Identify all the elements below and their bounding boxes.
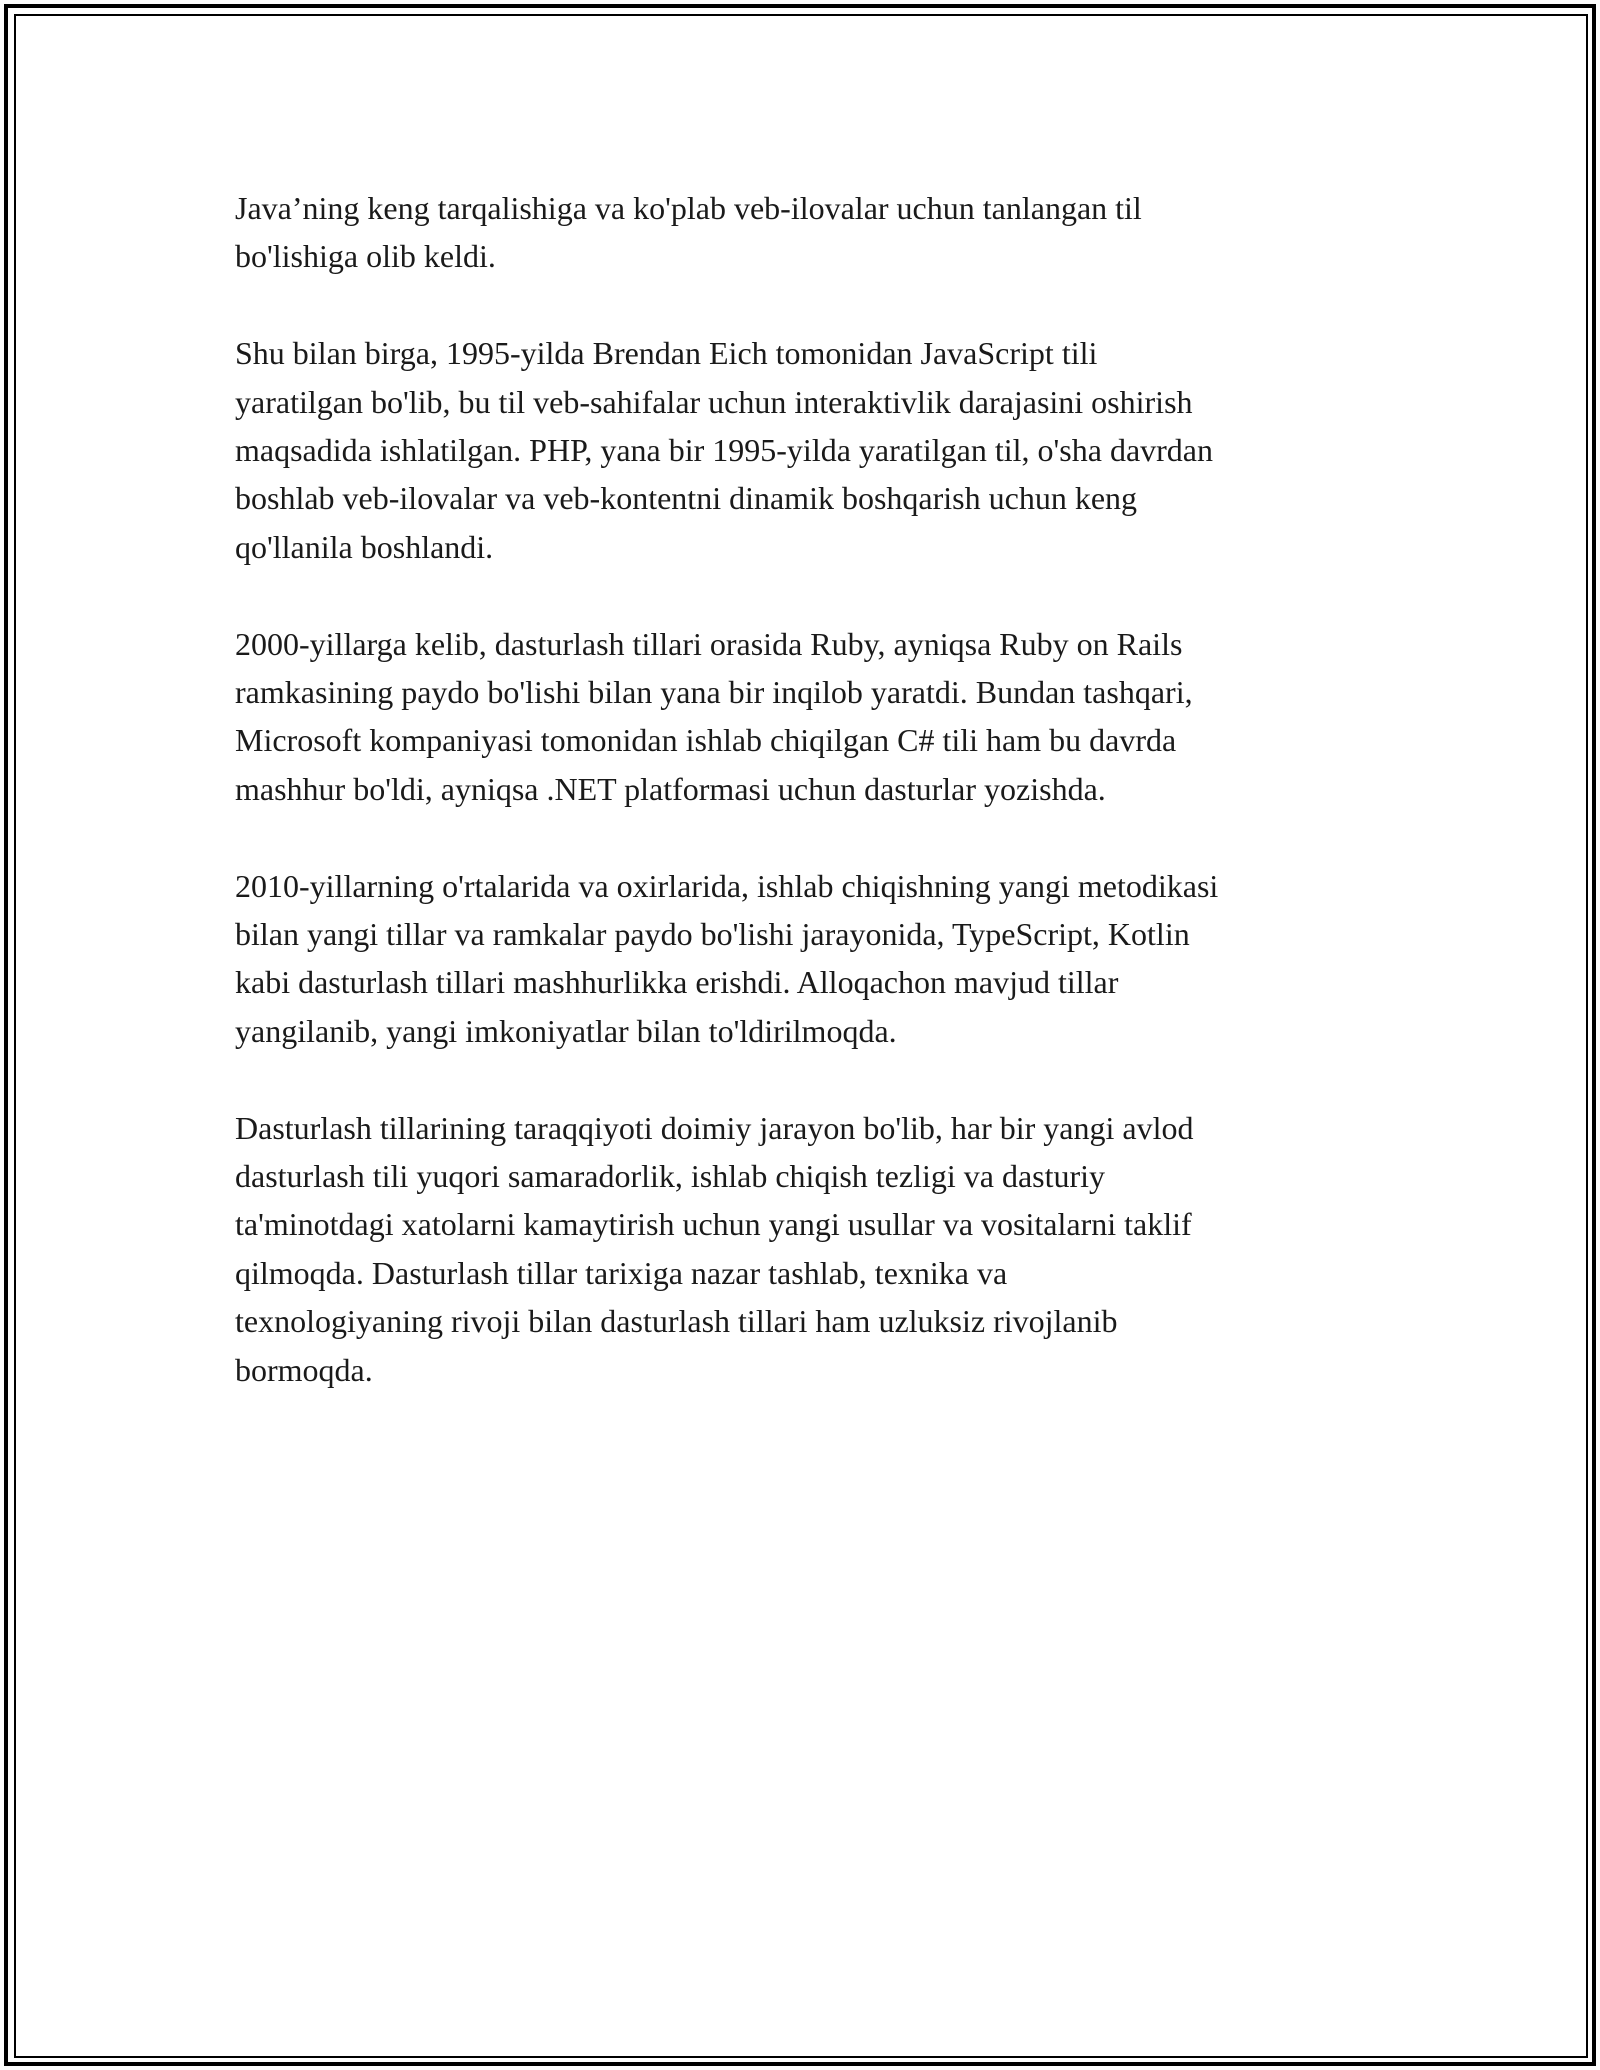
paragraph-1: Java’ning keng tarqalishiga va ko'plab veb-ilovalar uchun tanlangan til bo'lishiga olib keldi.: [235, 190, 1142, 275]
paragraph-5: Dasturlash tillarining taraqqiyoti doimiy jarayon bo'lib, har bir yangi avlod dasturlash tili yuqori samaradorlik, ishlab chiqish tezligi va dasturiy ta'minotdagi xatolarni kamaytirish uchun yangi usullar va vositalarni taklif qilmoqda. Dasturlash tillar tarixiga nazar tashlab, texnika va texnologiyaning rivoji bilan dasturlash tillari ham uzluksiz rivojlanib bormoqda.: [235, 1109, 1194, 1388]
document-body: [235, 184, 1395, 1442]
paragraph-3: 2000-yillarga kelib, dasturlash tillari orasida Ruby, ayniqsa Ruby on Rails ramkasining paydo bo'lishi bilan yana bir inqilob yaratdi. Bundan tashqari, Microsoft kompaniyasi tomonidan ishlab chiqilgan C# tili ham bu davrda mashhur bo'ldi, ayniqsa .NET platformasi uchun dasturlar yozishda.: [235, 625, 1193, 807]
paragraph-4: 2010-yillarning o'rtalarida va oxirlarida, ishlab chiqishning yangi metodikasi bilan yangi tillar va ramkalar paydo bo'lishi jarayonida, TypeScript, Kotlin kabi dasturlash tillari mashhurlikka erishdi. Alloqachon mavjud tillar yangilanib, yangi imkoniyatlar bilan to'ldirilmoqda.: [235, 867, 1219, 1049]
paragraph-2: Shu bilan birga, 1995-yilda Brendan Eich tomonidan JavaScript tili yaratilgan bo'lib, bu til veb-sahifalar uchun interaktivlik darajasini oshirish maqsadida ishlatilgan. PHP, yana bir 1995-yilda yaratilgan til, o'sha davrdan boshlab veb-ilovalar va veb-kontentni dinamik boshqarish uchun keng qo'llanila boshlandi.: [235, 335, 1213, 565]
